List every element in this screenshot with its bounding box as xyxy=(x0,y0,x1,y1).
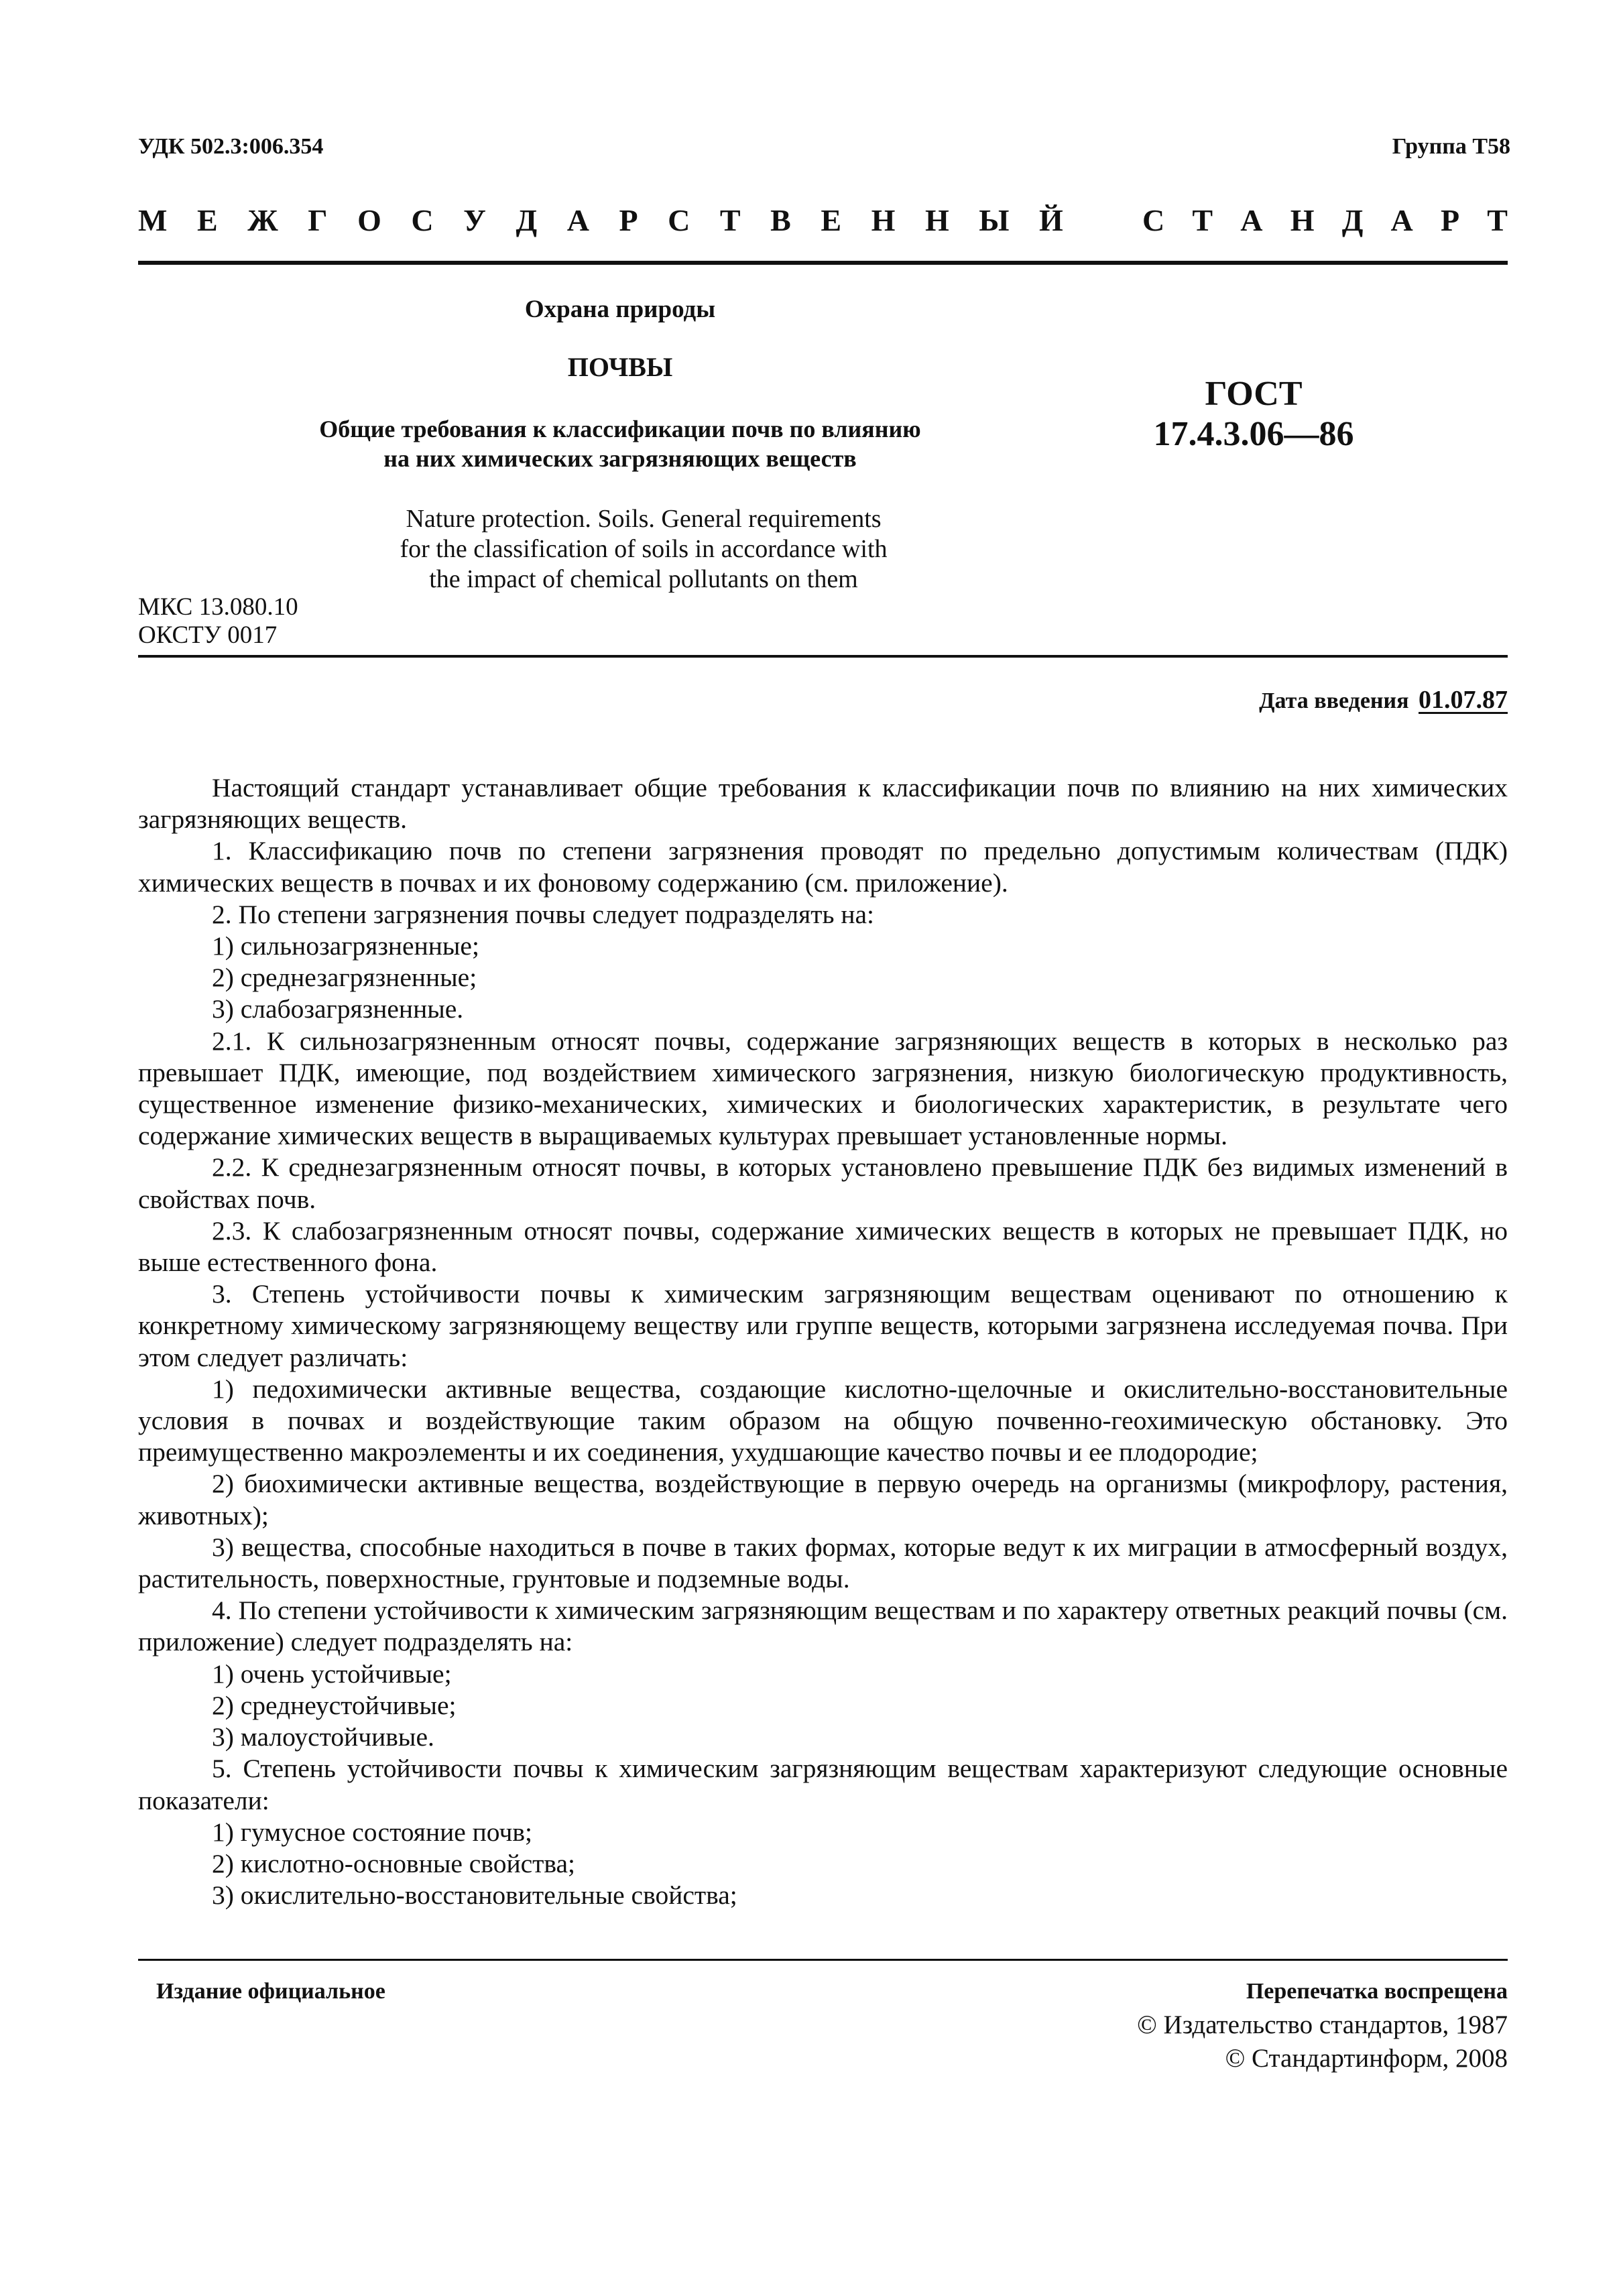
body-paragraph: 4. По степени устойчивости к химическим загрязняющим веществам и по характеру ответных реакций почвы (см. приложение) следует подразделять на: xyxy=(138,1595,1508,1657)
banner-letter: Ы xyxy=(979,202,1010,237)
body-paragraph: 2.2. К среднезагрязненным относят почвы, в которых установлено превышение ПДК без видимых изменений в свойствах почв. xyxy=(138,1152,1508,1214)
reprint-notice: Перепечатка воспрещена xyxy=(1246,1979,1508,2004)
body-paragraph: 3) окислительно-восстановительные свойства; xyxy=(212,1880,737,1911)
body-paragraph: 1) очень устойчивые; xyxy=(212,1658,452,1689)
body-paragraph: 2.1. К сильнозагрязненным относят почвы, содержание загрязняющих веществ в которых в несколько раз превышает ПДК, имеющие, под воздействием химического загрязнения, низкую биологическую продуктивность, существенное изменение физико-механических, химических и биологических характеристик, в результате чего содержание химических веществ в выращиваемых культурах превышает установленные нормы. xyxy=(138,1026,1508,1151)
banner-letter: С xyxy=(411,202,434,237)
banner-letter: Т xyxy=(1192,202,1213,237)
body-paragraph: 3) вещества, способные находиться в почве в таких формах, которые ведут к их миграции в атмосферный воздух, растительность, поверхностные, грунтовые и подземные воды. xyxy=(138,1532,1508,1594)
body-paragraph: 3. Степень устойчивости почвы к химическим загрязняющим веществам оценивают по отношению к конкретному химическому загрязняющему веществу или группе веществ, которыми загрязнена исследуемая почва. При этом следует различать: xyxy=(138,1279,1508,1372)
banner-letter: А xyxy=(566,202,589,237)
banner-letter: С xyxy=(1142,202,1165,237)
body-paragraph: 1) гумусное состояние почв; xyxy=(212,1817,533,1847)
english-title-line: Nature protection. Soils. General requirements xyxy=(406,505,882,533)
header-rule xyxy=(138,261,1508,265)
banner-letter: С xyxy=(668,202,690,237)
banner-letter: Н xyxy=(924,202,949,237)
english-title-line: the impact of chemical pollutants on them xyxy=(429,565,858,593)
effective-date-value: 01.07.87 xyxy=(1419,686,1508,714)
body-paragraph: 5. Степень устойчивости почвы к химическим загрязняющим веществам характеризуют следующие основные показатели: xyxy=(138,1754,1508,1815)
title-rule xyxy=(138,655,1508,658)
body-paragraph: 3) малоустойчивые. xyxy=(212,1722,434,1752)
udk-code: УДК 502.3:006.354 xyxy=(138,134,324,159)
series-title: Охрана природы xyxy=(524,296,716,323)
banner-letter: Р xyxy=(1440,202,1460,237)
body-paragraph: 2) биохимически активные вещества, воздействующие в первую очередь на организмы (микрофлору, растения, животных); xyxy=(138,1469,1508,1530)
body-text xyxy=(138,772,1508,1911)
gost-label: ГОСТ xyxy=(1205,375,1303,413)
banner-letter: Й xyxy=(1038,202,1063,237)
group-code: Группа Т58 xyxy=(1392,134,1510,159)
body-paragraph: 1. Классификацию почв по степени загрязнения проводят по предельно допустимым количествам (ПДК) химических веществ в почвах и их фоновому содержанию (см. приложение). xyxy=(138,836,1508,898)
body-paragraph: 1) педохимически активные вещества, создающие кислотно-щелочные и окислительно-восстановительные условия в почвах и воздействующие таким образом на общую почвенно-геохимическую обстановку. Это преимущественно макроэлементы и их соединения, ухудшающие качество почвы и ее плодородие; xyxy=(138,1374,1508,1467)
body-paragraph: 2.3. К слабозагрязненным относят почвы, содержание химических веществ в которых не превышает ПДК, но выше естественного фона. xyxy=(138,1215,1508,1278)
banner-letter: В xyxy=(770,202,791,237)
banner-letter: Е xyxy=(196,202,218,237)
gost-number: 17.4.3.06—86 xyxy=(1153,415,1354,453)
body-paragraph: 1) сильнозагрязненные; xyxy=(212,931,479,961)
document-title: ПОЧВЫ xyxy=(567,352,673,382)
footer-rule xyxy=(138,1959,1508,1961)
document-subtitle xyxy=(201,414,1039,473)
okstu-code: ОКСТУ 0017 xyxy=(138,621,278,649)
banner-letter: Т xyxy=(1487,202,1508,237)
banner-letter: О xyxy=(357,202,381,237)
banner-letter: Е xyxy=(821,202,842,237)
classification-codes xyxy=(138,593,298,650)
body-paragraph: 2) среднеустойчивые; xyxy=(212,1690,457,1720)
banner-letter: Р xyxy=(619,202,638,237)
copyright-1987: © Издательство стандартов, 1987 xyxy=(1137,2010,1508,2039)
body-paragraph: Настоящий стандарт устанавливает общие требования к классификации почв по влиянию на них химических загрязняющих веществ. xyxy=(138,773,1508,835)
copyright-2008: © Стандартинформ, 2008 xyxy=(1225,2044,1508,2073)
banner-letter: Ж xyxy=(247,202,278,237)
official-edition: Издание официальное xyxy=(156,1979,385,2004)
effective-date xyxy=(1259,685,1508,715)
banner-letter: Н xyxy=(1290,202,1315,237)
body-paragraph: 2) кислотно-основные свойства; xyxy=(212,1848,576,1878)
banner-letter: Д xyxy=(516,202,538,237)
english-title xyxy=(268,504,1019,595)
banner-letter: Д xyxy=(1341,202,1364,237)
banner-letter: М xyxy=(138,202,168,237)
body-paragraph: 2. По степени загрязнения почвы следует подразделять на: xyxy=(212,899,875,929)
banner-letter: Г xyxy=(308,202,328,237)
effective-date-label: Дата введения xyxy=(1259,688,1409,713)
subtitle-line: Общие требования к классификации почв по влиянию xyxy=(319,416,921,442)
banner-word-standard xyxy=(1142,202,1508,238)
banner-letter: Н xyxy=(871,202,896,237)
body-paragraph: 2) среднезагрязненные; xyxy=(212,963,477,993)
mks-code: МКС 13.080.10 xyxy=(138,593,298,621)
english-title-line: for the classification of soils in accordance with xyxy=(400,535,888,563)
gost-designation xyxy=(1113,374,1394,455)
banner-letter: У xyxy=(463,202,486,237)
subtitle-line: на них химических загрязняющих веществ xyxy=(383,445,857,472)
body-paragraph: 3) слабозагрязненные. xyxy=(212,994,464,1024)
banner-letter: А xyxy=(1390,202,1413,237)
standard-banner xyxy=(138,200,1508,240)
banner-word-interstate xyxy=(138,202,1063,238)
banner-letter: Т xyxy=(719,202,741,237)
banner-letter: А xyxy=(1240,202,1263,237)
